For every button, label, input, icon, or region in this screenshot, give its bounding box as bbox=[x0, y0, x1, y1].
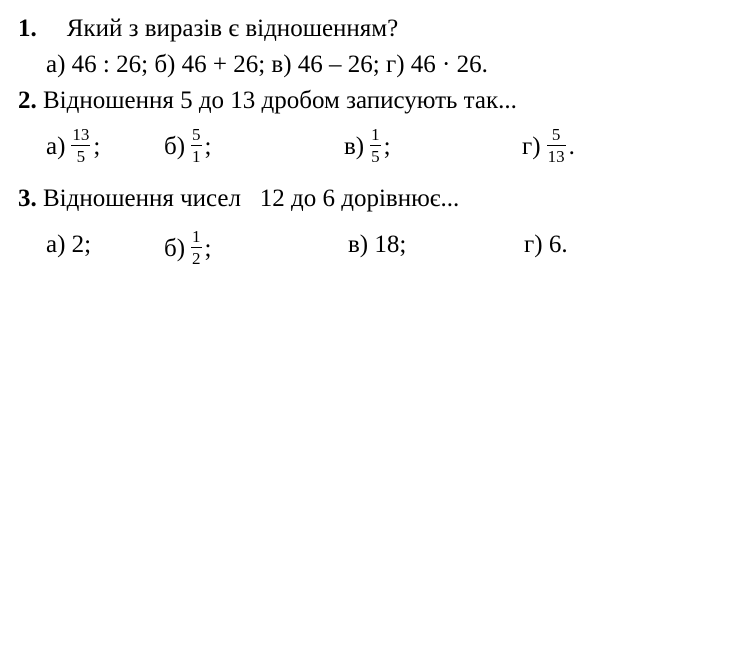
fraction bbox=[191, 227, 202, 268]
fraction-denominator: 13 bbox=[547, 147, 565, 166]
option-end: ; bbox=[383, 133, 391, 161]
question-2-option-c bbox=[344, 125, 391, 169]
option-label: г) bbox=[522, 133, 541, 161]
question-3-option-a: а) 2; bbox=[46, 231, 92, 258]
fraction-numerator: 5 bbox=[547, 125, 566, 146]
fraction-denominator: 5 bbox=[371, 147, 380, 166]
question-3-number: 3. bbox=[18, 185, 37, 212]
question-2-option-a bbox=[46, 125, 101, 169]
question-2-text: Відношення 5 до 13 дробом записують так... bbox=[43, 87, 517, 114]
question-2-number: 2. bbox=[18, 87, 37, 114]
fraction-numerator: 1 bbox=[371, 125, 380, 144]
question-1-text: Який з виразів є відношенням? bbox=[66, 15, 399, 42]
question-3 bbox=[18, 184, 459, 214]
option-end: ; bbox=[93, 133, 101, 161]
fraction bbox=[191, 125, 202, 166]
fraction bbox=[547, 125, 566, 166]
option-end: . bbox=[568, 133, 575, 161]
question-1-number: 1. bbox=[18, 15, 37, 42]
question-3-option-c: в) 18; bbox=[348, 231, 407, 258]
option-end: ; bbox=[204, 235, 212, 263]
option-label: в) bbox=[344, 133, 365, 161]
question-3-option-b bbox=[164, 227, 212, 271]
fraction bbox=[71, 125, 90, 166]
question-2-option-b bbox=[164, 125, 212, 169]
option-end: ; bbox=[204, 133, 212, 161]
option-label: б) bbox=[164, 133, 186, 161]
fraction-denominator: 5 bbox=[76, 147, 86, 166]
fraction bbox=[370, 125, 381, 166]
question-3-option-d: г) 6. bbox=[524, 231, 568, 258]
question-2-option-d bbox=[522, 125, 575, 169]
fraction-numerator: 1 bbox=[192, 227, 201, 246]
option-label: б) bbox=[164, 235, 186, 263]
question-1 bbox=[18, 14, 398, 44]
question-1-options: а) 46 : 26; б) 46 + 26; в) 46 – 26; г) 46 · 26. bbox=[46, 51, 488, 78]
fraction-denominator: 2 bbox=[192, 249, 201, 268]
fraction-denominator: 1 bbox=[192, 147, 201, 166]
fraction-numerator: 5 bbox=[192, 125, 201, 144]
option-label: а) bbox=[46, 133, 66, 161]
fraction-numerator: 13 bbox=[72, 125, 90, 144]
question-3-text: Відношення чисел 12 до 6 дорівнює... bbox=[43, 185, 460, 212]
question-2 bbox=[18, 86, 517, 116]
